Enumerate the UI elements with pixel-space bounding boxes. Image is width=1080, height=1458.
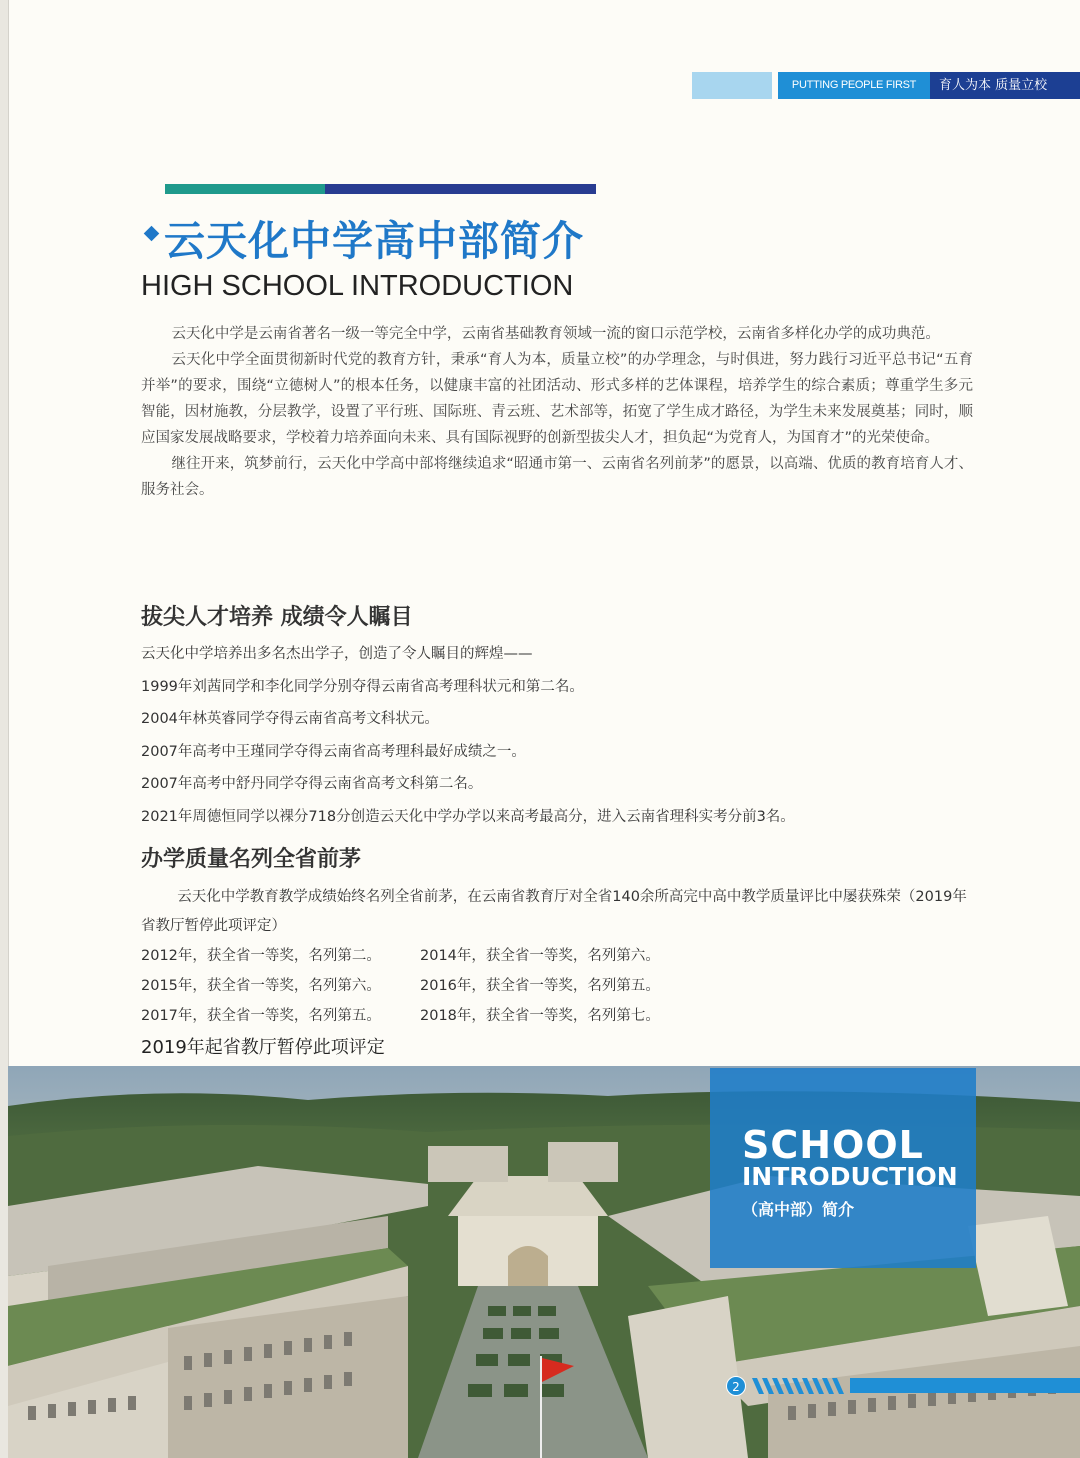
list-item: 2021年周德恒同学以裸分718分创造云天化中学办学以来高考最高分，进入云南省理科实考分前3名。 xyxy=(141,808,795,825)
award-item: 2012年，获全省一等奖，名列第二。 xyxy=(141,948,381,964)
header-slogan-en: PUTTING PEOPLE FIRST xyxy=(778,72,930,99)
list-item: 1999年刘茜同学和李化同学分别夺得云南省高考理科状元和第二名。 xyxy=(141,678,584,695)
banner-subtitle: （高中部）简介 xyxy=(742,1200,855,1219)
header-slogan-cn: 育人为本 质量立校 xyxy=(930,72,1080,99)
awards-row xyxy=(141,1001,660,1031)
evaluation-note: 2019年起省教厅暂停此项评定 xyxy=(141,1037,385,1058)
page-title: 云天化中学高中部简介 xyxy=(164,217,584,265)
title-bar-teal xyxy=(165,184,325,194)
decorative-stripes-icon xyxy=(752,1376,852,1396)
award-item: 2018年，获全省一等奖，名列第七。 xyxy=(420,1008,660,1024)
intro-paragraph: 继往开来，筑梦前行，云天化中学高中部将继续追求“昭通市第一、云南省名列前茅”的愿景，以高端、优质的教育培育人才、服务社会。 xyxy=(141,456,973,498)
title-bar-navy xyxy=(325,184,596,194)
intro-paragraph: 云天化中学是云南省著名一级一等完全中学，云南省基础教育领域一流的窗口示范学校，云南省多样化办学的成功典范。 xyxy=(171,326,940,342)
awards-row xyxy=(141,971,660,1001)
footer-accent-bar xyxy=(850,1378,1080,1393)
banner-title-line1: SCHOOL xyxy=(742,1123,924,1167)
page-subtitle: HIGH SCHOOL INTRODUCTION xyxy=(141,270,574,302)
awards-row xyxy=(141,941,660,971)
intro-paragraph: 云天化中学全面贯彻新时代党的教育方针，秉承“育人为本，质量立校”的办学理念，与时俱进，努力践行习近平总书记“五育并举”的要求，围绕“立德树人”的根本任务，以健康丰富的社团活动、形式多样的艺体课程，培养学生的综合素质；尊重学生多元智能，因材施教，分层教学，设置了平行班、国际班、青云班、艺术部等，拓宽了学生成才路径，为学生未来发展奠基；同时，顺应国家发展战略要求，学校着力培养面向未来、具有国际视野的创新型拔尖人才，担负起“为党育人，为国育才”的光荣使命。 xyxy=(141,352,973,446)
achievement-list xyxy=(141,642,795,837)
award-item: 2016年，获全省一等奖，名列第五。 xyxy=(420,978,660,994)
intro-text xyxy=(141,321,973,503)
list-item: 云天化中学培养出多名杰出学子，创造了令人瞩目的辉煌—— xyxy=(141,646,533,662)
banner-title-line2: INTRODUCTION xyxy=(742,1162,958,1191)
quality-paragraph: 云天化中学教育教学成绩始终名列全省前茅，在云南省教育厅对全省140余所高完中高中教学质量评比中屡获殊荣（2019年省教厅暂停此项评定） xyxy=(141,889,967,934)
section-heading-talent: 拔尖人才培养 成绩令人瞩目 xyxy=(141,605,413,630)
award-item: 2014年，获全省一等奖，名列第六。 xyxy=(420,948,660,964)
header-accent-block xyxy=(692,72,772,99)
award-item: 2015年，获全省一等奖，名列第六。 xyxy=(141,978,381,994)
list-item: 2004年林英睿同学夺得云南省高考文科状元。 xyxy=(141,711,439,727)
list-item: 2007年高考中王瑾同学夺得云南省高考理科最好成绩之一。 xyxy=(141,743,526,760)
award-item: 2017年，获全省一等奖，名列第五。 xyxy=(141,1008,381,1024)
section-heading-quality: 办学质量名列全省前茅 xyxy=(141,847,362,872)
awards-list xyxy=(141,941,660,1031)
page-number: 2 xyxy=(726,1376,746,1396)
list-item: 2007年高考中舒丹同学夺得云南省高考文科第二名。 xyxy=(141,776,483,792)
